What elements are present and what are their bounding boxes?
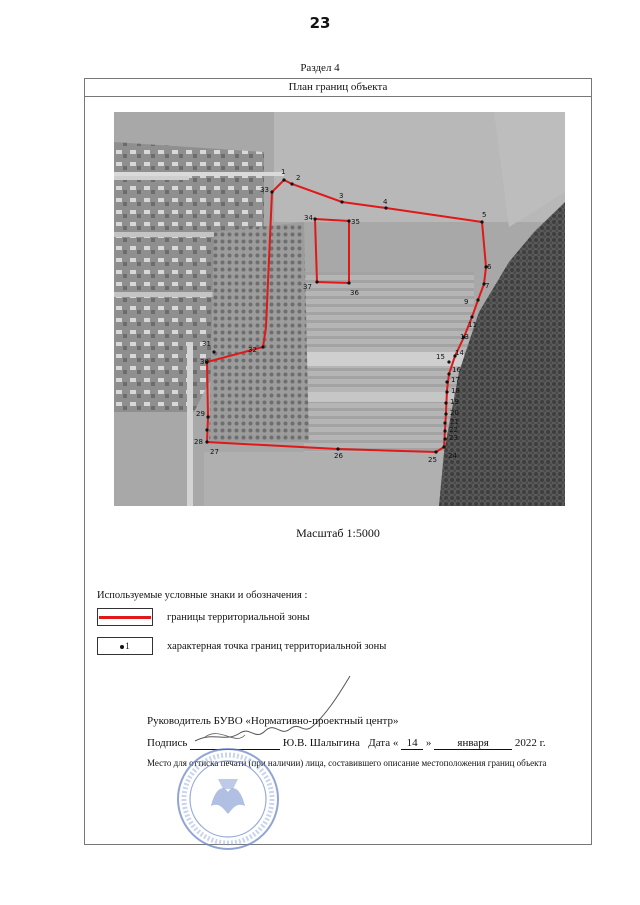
legend-point-number: 1 (125, 641, 130, 651)
point-label-17: 17 (451, 376, 460, 384)
aerial-map-drawing (114, 112, 565, 506)
point-label-15: 15 (436, 353, 445, 361)
point-label-7: 7 (485, 282, 490, 290)
legend-point-symbol (97, 637, 153, 655)
point-label-4: 4 (383, 198, 388, 206)
stamp-note: Место для оттиска печати (при наличии) лица, составившего описание местоположения границ объекта (147, 758, 547, 768)
point-label-30: 30 (200, 358, 209, 366)
point-label-28: 28 (194, 438, 203, 446)
legend-red-line (99, 616, 151, 619)
sign-label: Подпись (147, 737, 188, 749)
point-label-33: 33 (260, 186, 269, 194)
point-label-9: 9 (464, 298, 469, 306)
point-label-36: 36 (350, 289, 359, 297)
legend-title: Используемые условные знаки и обозначения : (97, 590, 308, 601)
date-day: 14 (401, 737, 423, 750)
point-label-26: 26 (334, 452, 343, 460)
point-label-22: 22 (449, 426, 458, 434)
official-stamp (173, 744, 283, 854)
point-label-24: 24 (448, 452, 457, 460)
plan-frame (84, 78, 592, 845)
point-label-20: 20 (450, 409, 459, 417)
point-label-31: 31 (202, 340, 211, 348)
point-label-21: 21 (450, 418, 459, 426)
point-label-6: 6 (487, 263, 492, 271)
point-label-23: 23 (449, 434, 458, 442)
signatory-head: Руководитель БУВО «Нормативно-проектный центр» (147, 715, 399, 727)
point-label-2: 2 (296, 174, 301, 182)
signatory-name: Ю.В. Шалыгина (282, 737, 360, 749)
legend-boundary-label: границы территориальной зоны (167, 612, 310, 623)
point-label-29: 29 (196, 410, 205, 418)
point-label-35: 35 (351, 218, 360, 226)
legend-point-label: характерная точка границ территориальной зоны (167, 641, 387, 652)
point-label-1: 1 (281, 168, 286, 176)
date-month: января (434, 737, 512, 750)
section-title: Раздел 4 (300, 62, 340, 74)
point-label-27: 27 (210, 448, 219, 456)
point-label-18: 18 (451, 387, 460, 395)
date-label: Дата « (368, 737, 399, 749)
map-scale: Масштаб 1:5000 (296, 526, 380, 540)
point-label-11: 11 (468, 321, 477, 329)
point-label-3: 3 (339, 192, 344, 200)
point-label-19: 19 (450, 398, 459, 406)
date-close: » (425, 737, 432, 749)
point-label-25: 25 (428, 456, 437, 464)
date-year: 2022 г. (514, 737, 546, 749)
point-label-5: 5 (482, 211, 487, 219)
page-number: 23 (309, 14, 331, 32)
point-label-16: 16 (452, 366, 461, 374)
point-label-32: 32 (248, 346, 257, 354)
point-dot-icon (120, 645, 124, 649)
point-label-13: 13 (460, 333, 469, 341)
point-label-34: 34 (304, 214, 313, 222)
plan-header: План границ объекта (85, 79, 591, 97)
point-label-37: 37 (303, 283, 312, 291)
aerial-map (114, 112, 565, 506)
point-label-14: 14 (455, 349, 464, 357)
legend-boundary-symbol (97, 608, 153, 626)
